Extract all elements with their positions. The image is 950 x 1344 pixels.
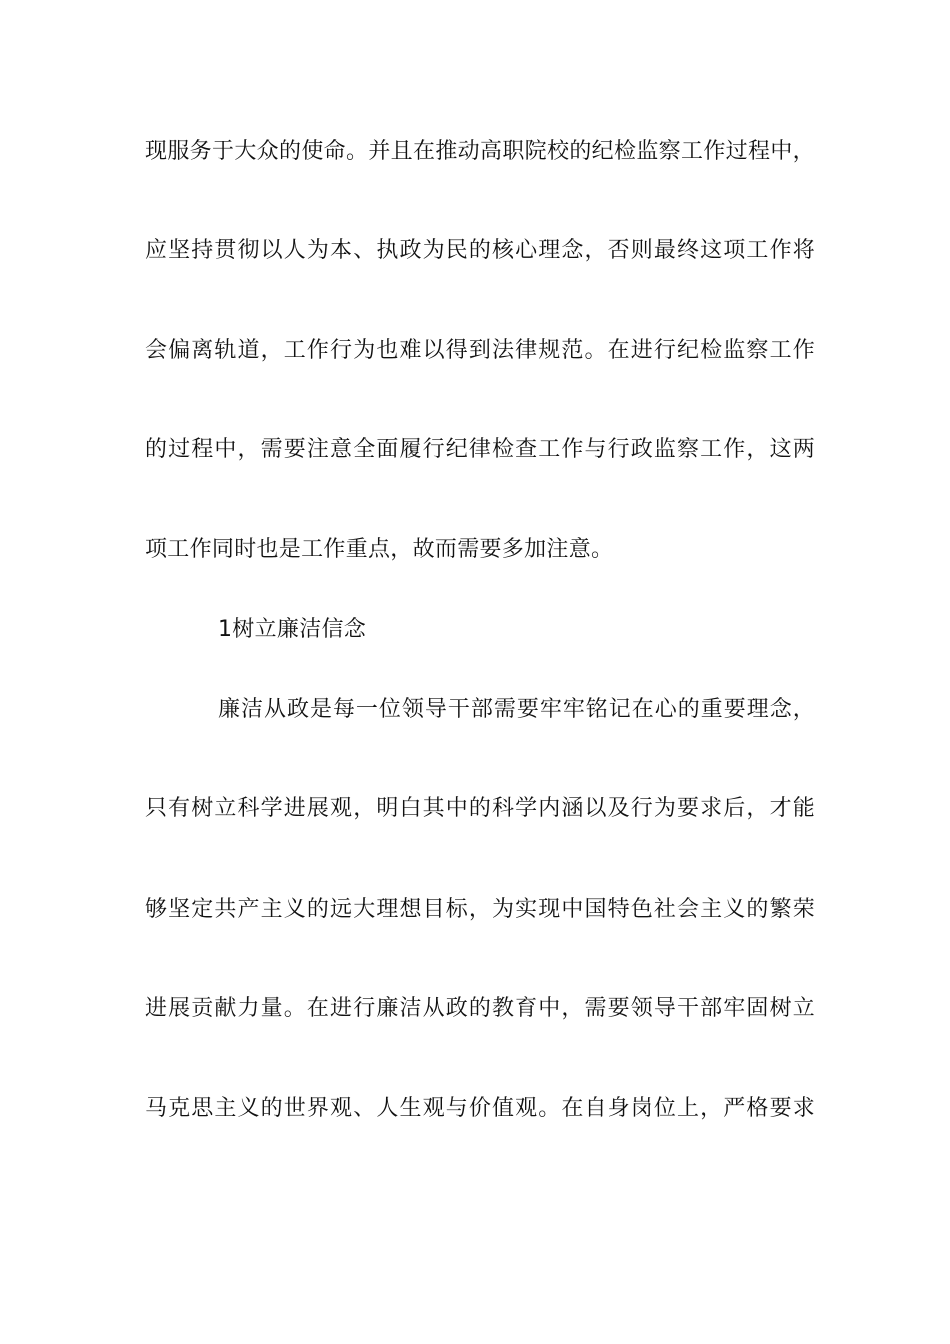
paragraph-line: 应坚持贯彻以人为本、执政为民的核心理念，否则最终这项工作将 <box>145 238 815 263</box>
paragraph-line: 现服务于大众的使命。并且在推动高职院校的纪检监察工作过程中， <box>145 139 815 164</box>
paragraph-line: 够坚定共产主义的远大理想目标，为实现中国特色社会主义的繁荣 <box>145 897 815 922</box>
paragraph-line: 会偏离轨道，工作行为也难以得到法律规范。在进行纪检监察工作 <box>145 338 815 363</box>
paragraph-line: 廉洁从政是每一位领导干部需要牢牢铭记在心的重要理念， <box>218 697 815 722</box>
paragraph-line: 只有树立科学进展观，明白其中的科学内涵以及行为要求后，才能 <box>145 796 815 821</box>
paragraph-line: 的过程中，需要注意全面履行纪律检查工作与行政监察工作，这两 <box>145 437 815 462</box>
paragraph-line: 进展贡献力量。在进行廉洁从政的教育中，需要领导干部牢固树立 <box>145 996 815 1021</box>
paragraph-line: 马克思主义的世界观、人生观与价值观。在自身岗位上，严格要求 <box>145 1096 815 1121</box>
paragraph-line: 项工作同时也是工作重点，故而需要多加注意。 <box>145 537 614 562</box>
section-heading: 1树立廉洁信念 <box>218 617 367 642</box>
